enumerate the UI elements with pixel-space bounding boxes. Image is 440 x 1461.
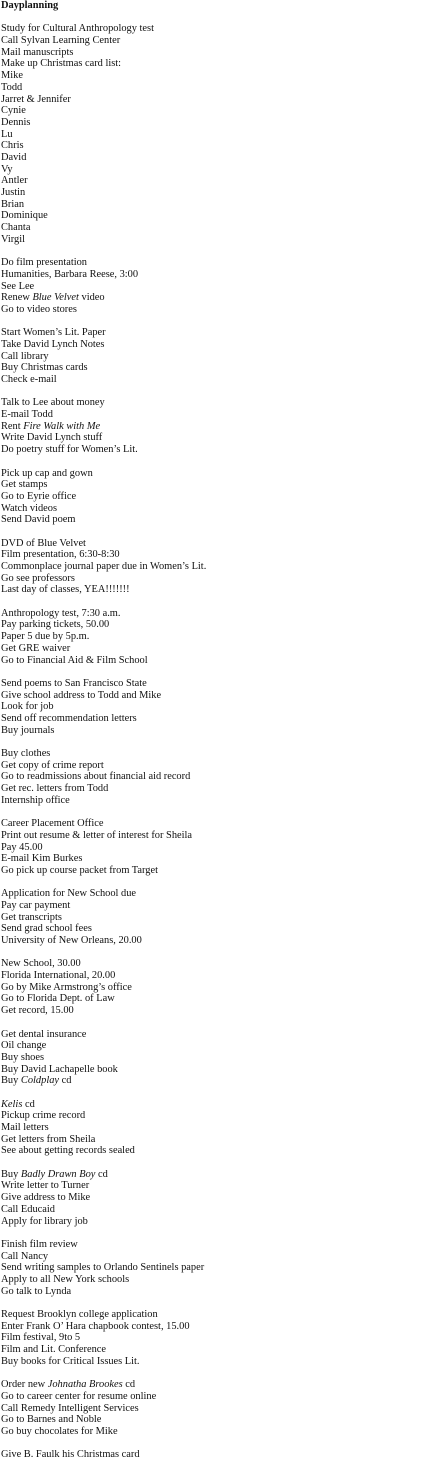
task-item	[1, 1391, 440, 1403]
task-text: Go buy chocolates for Mike	[1, 1425, 118, 1437]
italic-title: Coldplay	[20, 1075, 60, 1087]
task-item	[1, 608, 440, 620]
italic-title: Kelis	[1, 1098, 23, 1110]
task-text: Get stamps	[1, 479, 48, 491]
task-text: Go to Barnes and Noble	[1, 1414, 102, 1426]
task-item	[1, 117, 440, 129]
task-text: Film presentation, 6:30-8:30	[1, 549, 120, 561]
task-text: Lu	[1, 128, 13, 140]
task-text: DVD of Blue Velvet	[1, 537, 86, 549]
task-item	[1, 713, 440, 725]
task-item	[1, 1286, 440, 1298]
task-text: Send David poem	[1, 514, 76, 526]
task-group	[1, 538, 440, 596]
task-group	[1, 327, 440, 385]
task-group	[1, 888, 440, 946]
task-text: cd	[22, 1098, 35, 1110]
task-item	[1, 1192, 440, 1204]
task-text: Career Placement Office	[1, 818, 104, 830]
task-item	[1, 257, 440, 269]
spacer	[1, 736, 440, 748]
task-item	[1, 374, 440, 386]
task-text: Go see professors	[1, 572, 75, 584]
task-item	[1, 432, 440, 444]
spacer	[1, 386, 440, 398]
task-text: Pay 45.00	[1, 841, 43, 853]
task-text: Get record, 15.00	[1, 1005, 74, 1017]
task-text: Finish film review	[1, 1238, 78, 1250]
task-text: Check e-mail	[1, 374, 57, 385]
task-text: Pick up cap and gown	[1, 467, 93, 479]
task-item	[1, 1204, 440, 1216]
task-text: Give B. Faulk his Christmas card	[1, 1449, 140, 1461]
task-item	[1, 725, 440, 737]
task-item	[1, 865, 440, 877]
spacer	[1, 877, 440, 889]
task-list	[1, 23, 440, 1461]
task-item	[1, 573, 440, 585]
spacer	[1, 806, 440, 818]
task-text: Buy shoes	[1, 1051, 45, 1063]
task-item	[1, 760, 440, 772]
task-text: Go to Eyrie office	[1, 490, 77, 502]
task-text: Start Women’s Lit. Paper	[1, 327, 106, 339]
task-text: See about getting records sealed	[1, 1145, 135, 1157]
task-group	[1, 257, 440, 315]
task-text: New School, 30.00	[1, 958, 81, 970]
task-group	[1, 818, 440, 876]
task-item	[1, 491, 440, 503]
task-group	[1, 1309, 440, 1367]
task-item	[1, 655, 440, 667]
task-item	[1, 105, 440, 117]
task-text: Apply to all New York schools	[1, 1273, 130, 1285]
task-item	[1, 362, 440, 374]
task-text: Renew	[1, 292, 33, 304]
task-text: Go to video stores	[1, 303, 77, 315]
task-item	[1, 549, 440, 561]
italic-title: Blue Velvet	[32, 292, 79, 304]
task-text: Go by Mike Armstrong’s office	[1, 981, 132, 993]
task-item	[1, 783, 440, 795]
task-text: Give address to Mike	[1, 1192, 91, 1204]
task-item	[1, 1169, 440, 1181]
task-text: Call Sylvan Learning Center	[1, 35, 121, 47]
task-item	[1, 199, 440, 211]
task-item	[1, 94, 440, 106]
task-item	[1, 619, 440, 631]
task-item	[1, 631, 440, 643]
task-item	[1, 830, 440, 842]
task-item	[1, 795, 440, 807]
task-item	[1, 1274, 440, 1286]
task-text: Todd	[1, 81, 23, 93]
task-text: Call Nancy	[1, 1250, 49, 1262]
task-text: Buy journals	[1, 724, 55, 736]
task-item	[1, 444, 440, 456]
page-title: Dayplanning	[1, 0, 59, 11]
task-text: Dominique	[1, 210, 48, 222]
task-text: Call library	[1, 350, 49, 362]
task-item	[1, 912, 440, 924]
task-text: Do poetry stuff for Women’s Lit.	[1, 444, 138, 456]
task-item	[1, 690, 440, 702]
task-text: Mike	[1, 70, 23, 82]
task-text: Buy	[1, 1075, 21, 1087]
task-text: Humanities, Barbara Reese, 3:00	[1, 268, 139, 280]
task-text: Do film presentation	[1, 257, 87, 269]
task-text: Get letters from Sheila	[1, 1133, 96, 1145]
spacer	[1, 316, 440, 328]
task-item	[1, 82, 440, 94]
task-group	[1, 1169, 440, 1227]
task-item	[1, 1005, 440, 1017]
task-text: Write letter to Turner	[1, 1180, 90, 1192]
task-item	[1, 468, 440, 480]
task-text: Dennis	[1, 116, 31, 128]
task-text: E-mail Kim Burkes	[1, 853, 83, 865]
task-item	[1, 70, 440, 82]
task-text: Go to Florida Dept. of Law	[1, 993, 115, 1005]
spacer	[1, 666, 440, 678]
task-item	[1, 1052, 440, 1064]
task-item	[1, 327, 440, 339]
task-group	[1, 397, 440, 455]
task-item	[1, 1180, 440, 1192]
task-item	[1, 129, 440, 141]
task-item	[1, 1414, 440, 1426]
task-item	[1, 1064, 440, 1076]
task-text: Order new	[1, 1379, 48, 1391]
task-item	[1, 351, 440, 363]
task-item	[1, 982, 440, 994]
task-item	[1, 923, 440, 935]
task-text: cd	[59, 1075, 72, 1087]
task-group	[1, 1099, 440, 1157]
task-text: Get transcripts	[1, 911, 62, 923]
task-item	[1, 409, 440, 421]
task-item	[1, 35, 440, 47]
task-text: Go to Financial Aid & Film School	[1, 654, 148, 666]
task-item	[1, 1251, 440, 1263]
task-item	[1, 818, 440, 830]
spacer	[1, 245, 440, 257]
task-item	[1, 1356, 440, 1368]
spacer	[1, 1297, 440, 1309]
task-group	[1, 678, 440, 736]
task-text: Enter Frank O’ Hara chapbook contest, 15.00	[1, 1320, 190, 1332]
task-text: Call Remedy Intelligent Services	[1, 1402, 139, 1414]
task-text: Take David Lynch Notes	[1, 338, 105, 350]
task-item	[1, 1099, 440, 1111]
task-text: Go pick up course packet from Target	[1, 864, 159, 876]
task-text: Antler	[1, 175, 28, 187]
task-item	[1, 58, 440, 70]
task-text: Florida International, 20.00	[1, 970, 116, 982]
task-item	[1, 1309, 440, 1321]
task-text: cd	[122, 1379, 136, 1391]
spacer	[1, 1017, 440, 1029]
task-text: Get copy of crime report	[1, 759, 104, 771]
task-text: Application for New School due	[1, 888, 137, 900]
task-text: Get rec. letters from Todd	[1, 783, 109, 795]
task-item	[1, 1379, 440, 1391]
task-text: Film festival, 9to 5	[1, 1332, 81, 1344]
spacer	[1, 1438, 440, 1450]
task-text: Chris	[1, 140, 24, 152]
task-text: Internship office	[1, 794, 70, 806]
task-group	[1, 958, 440, 1016]
italic-title: Badly Drawn Boy	[20, 1168, 96, 1180]
spacer	[1, 1227, 440, 1239]
task-text: Buy books for Critical Issues Lit.	[1, 1355, 140, 1367]
task-item	[1, 1239, 440, 1251]
spacer	[1, 456, 440, 468]
task-text: Look for job	[1, 701, 54, 713]
task-item	[1, 935, 440, 947]
task-item	[1, 643, 440, 655]
task-text: Oil change	[1, 1040, 47, 1052]
task-text: Pay parking tickets, 50.00	[1, 619, 110, 631]
task-text: David	[1, 151, 27, 163]
task-item	[1, 748, 440, 760]
task-text: Get dental insurance	[1, 1028, 87, 1040]
task-text: Chanta	[1, 222, 31, 234]
task-item	[1, 397, 440, 409]
spacer	[1, 947, 440, 959]
task-text: Go to readmissions about financial aid record	[1, 771, 191, 783]
task-text: Send off recommendation letters	[1, 712, 137, 724]
task-group	[1, 23, 440, 245]
task-text: Rent	[1, 420, 24, 432]
task-item	[1, 678, 440, 690]
task-item	[1, 1344, 440, 1356]
task-item	[1, 421, 440, 433]
task-text: Cynie	[1, 105, 26, 117]
task-item	[1, 164, 440, 176]
task-text: Buy David Lachapelle book	[1, 1063, 118, 1075]
task-text: Make up Christmas card list:	[1, 58, 122, 70]
task-group	[1, 1379, 440, 1437]
task-item	[1, 187, 440, 199]
spacer	[1, 526, 440, 538]
task-text: Film and Lit. Conference	[1, 1344, 107, 1356]
italic-title: Fire Walk with Me	[23, 420, 101, 432]
task-text: Commonplace journal paper due in Women’s Lit.	[1, 561, 207, 572]
task-item	[1, 140, 440, 152]
task-item	[1, 1040, 440, 1052]
task-item	[1, 234, 440, 246]
task-text: Send grad school fees	[1, 923, 92, 935]
spacer	[1, 1367, 440, 1379]
task-text: Watch videos	[1, 502, 58, 514]
task-item	[1, 1216, 440, 1228]
task-text: Write David Lynch stuff	[1, 432, 103, 444]
task-text: See Lee	[1, 280, 35, 292]
task-text: cd	[95, 1168, 108, 1180]
task-item	[1, 304, 440, 316]
task-text: Give school address to Todd and Mike	[1, 689, 162, 701]
spacer	[1, 1157, 440, 1169]
task-item	[1, 152, 440, 164]
task-item	[1, 900, 440, 912]
task-item	[1, 970, 440, 982]
task-text: Request Brooklyn college application	[1, 1309, 158, 1320]
task-item	[1, 993, 440, 1005]
task-item	[1, 1029, 440, 1041]
task-item	[1, 269, 440, 281]
task-text: E-mail Todd	[1, 409, 53, 421]
task-item	[1, 1321, 440, 1333]
task-text: Last day of classes, YEA!!!!!!!	[1, 584, 130, 596]
task-item	[1, 1075, 440, 1087]
task-item	[1, 23, 440, 35]
task-text: Mail letters	[1, 1122, 49, 1133]
task-item	[1, 771, 440, 783]
task-text: Vy	[1, 163, 13, 175]
task-text: Virgil	[1, 233, 26, 245]
task-item	[1, 339, 440, 351]
task-item	[1, 888, 440, 900]
task-text: Mail manuscripts	[1, 46, 74, 58]
task-item	[1, 853, 440, 865]
task-group	[1, 1239, 440, 1297]
task-text: Go talk to Lynda	[1, 1285, 72, 1297]
task-group	[1, 608, 440, 666]
task-text: Jarret & Jennifer	[1, 93, 71, 105]
task-item	[1, 1403, 440, 1415]
task-item	[1, 281, 440, 293]
task-item	[1, 514, 440, 526]
task-text: video	[78, 292, 105, 304]
task-item	[1, 1332, 440, 1344]
italic-title: Johnatha Brookes	[47, 1379, 123, 1391]
task-text: Send poems to San Francisco State	[1, 677, 147, 689]
task-item	[1, 1145, 440, 1157]
task-text: Pickup crime record	[1, 1110, 86, 1122]
task-group	[1, 748, 440, 806]
task-item	[1, 503, 440, 515]
task-text: Talk to Lee about money	[1, 397, 105, 409]
task-item	[1, 538, 440, 550]
task-item	[1, 479, 440, 491]
task-text: Buy	[1, 1168, 21, 1180]
task-group	[1, 468, 440, 526]
task-text: University of New Orleans, 20.00	[1, 935, 142, 946]
task-item	[1, 1122, 440, 1134]
task-text: Buy clothes	[1, 748, 51, 759]
task-text: Anthropology test, 7:30 a.m.	[1, 607, 121, 619]
spacer	[1, 596, 440, 608]
task-text: Study for Cultural Anthropology test	[1, 23, 154, 35]
task-item	[1, 842, 440, 854]
spacer	[1, 1087, 440, 1099]
task-text: Apply for library job	[1, 1215, 88, 1227]
task-item	[1, 701, 440, 713]
task-item	[1, 175, 440, 187]
task-text: Justin	[1, 187, 26, 198]
task-text: Go to career center for resume online	[1, 1390, 157, 1402]
task-item	[1, 47, 440, 59]
task-item	[1, 292, 440, 304]
task-item	[1, 210, 440, 222]
task-item	[1, 222, 440, 234]
task-text: Buy Christmas cards	[1, 362, 88, 374]
task-text: Print out resume & letter of interest for Sheila	[1, 829, 193, 841]
task-item	[1, 1449, 440, 1461]
task-text: Paper 5 due by 5p.m.	[1, 631, 90, 643]
task-item	[1, 1134, 440, 1146]
spacer	[1, 12, 440, 24]
task-text: Get GRE waiver	[1, 642, 71, 654]
task-item	[1, 958, 440, 970]
task-group	[1, 1449, 440, 1461]
task-text: Send writing samples to Orlando Sentinels paper	[1, 1262, 205, 1274]
task-text: Brian	[1, 198, 25, 210]
task-item	[1, 1110, 440, 1122]
task-group	[1, 1029, 440, 1087]
task-text: Call Educaid	[1, 1203, 55, 1215]
task-text: Pay car payment	[1, 899, 71, 911]
task-item	[1, 1262, 440, 1274]
task-item	[1, 1426, 440, 1438]
task-item	[1, 584, 440, 596]
task-item	[1, 561, 440, 573]
